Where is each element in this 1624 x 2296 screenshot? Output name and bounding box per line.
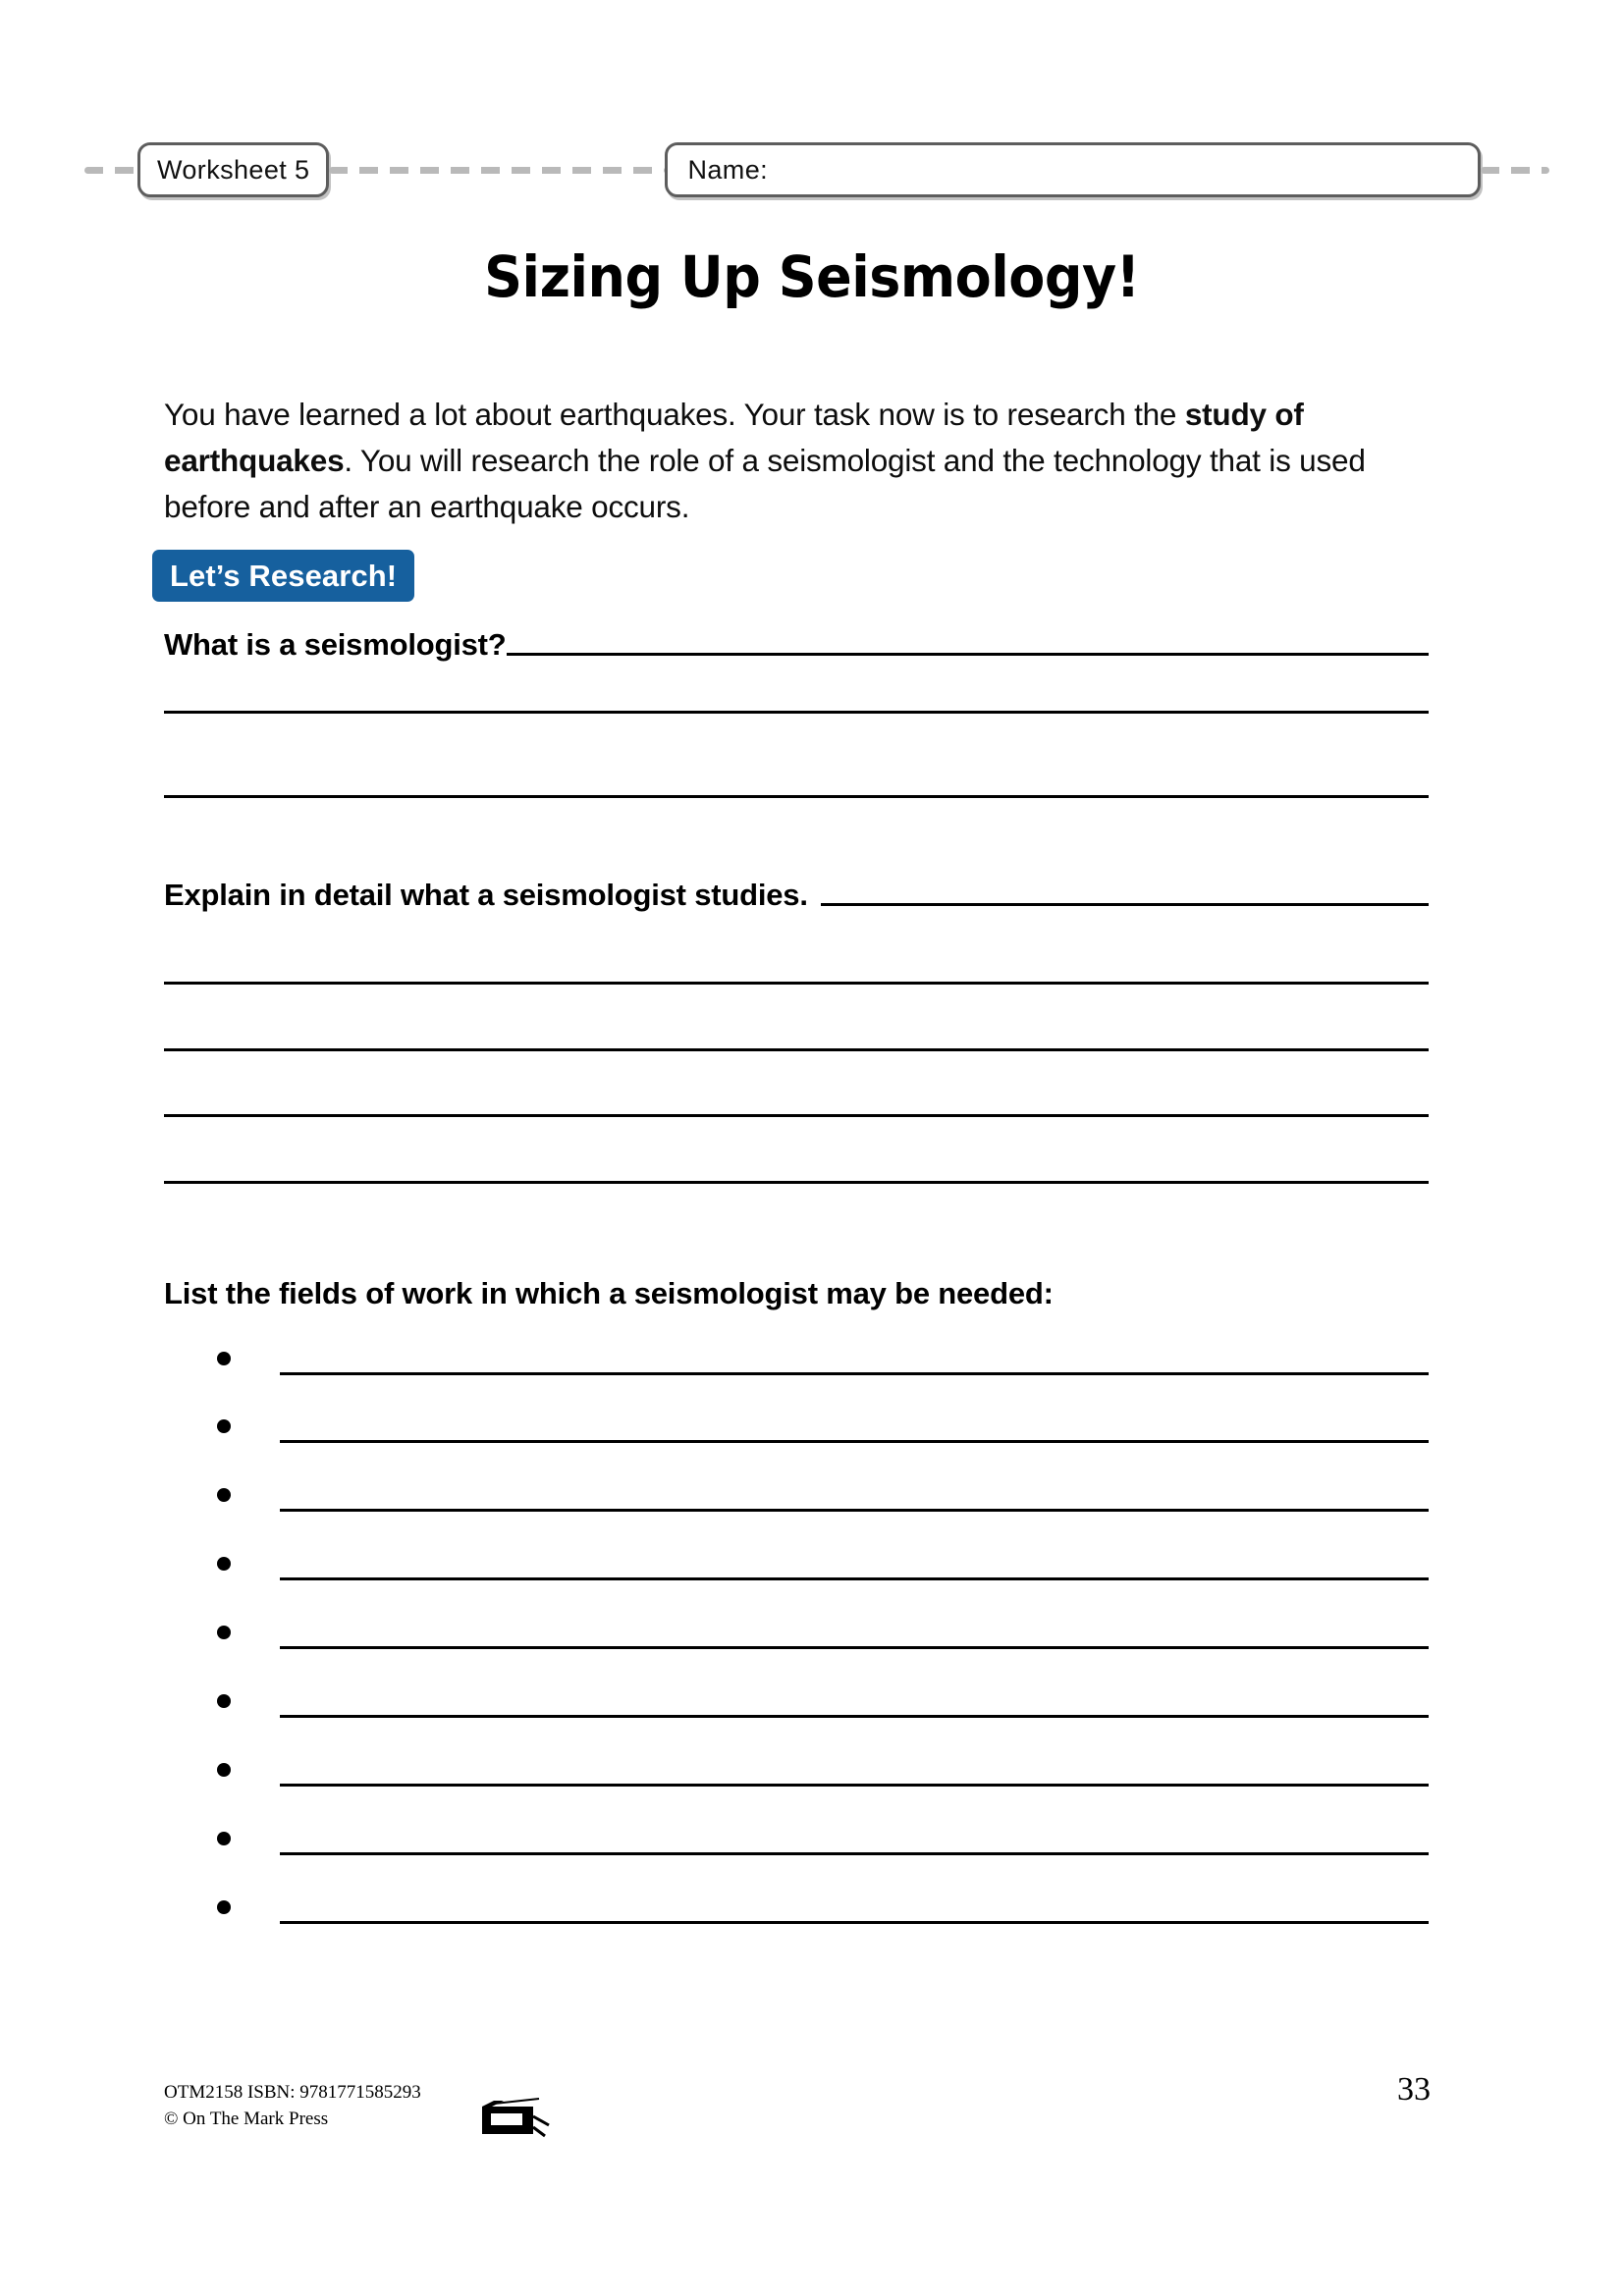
bullet-icon (217, 1626, 231, 1639)
page-title: Sizing Up Seismology! (484, 243, 1140, 310)
name-field-box[interactable] (665, 142, 1481, 197)
publisher-logo-icon (478, 2097, 555, 2140)
question-2-header (164, 879, 1429, 912)
question-2-inline-answer-rule[interactable] (821, 903, 1429, 906)
question-1-prompt: What is a seismologist? (164, 627, 507, 662)
question-2-prompt: Explain in detail what a seismologist studies. (164, 878, 808, 912)
list-item-rule[interactable] (280, 1921, 1429, 1924)
bullet-icon (217, 1488, 231, 1502)
header-dashes-middle (329, 167, 665, 174)
bullet-icon (217, 1694, 231, 1708)
bullet-icon (217, 1352, 231, 1365)
header-dashes-left (84, 167, 137, 174)
question-2-answer-rule-4[interactable] (164, 1181, 1429, 1184)
list-item-rule[interactable] (280, 1509, 1429, 1512)
intro-text-part2: . You will research the role of a seismologist and the technology that is used before and after an earthquake occurs. (164, 442, 1366, 524)
lets-research-badge (152, 550, 414, 602)
header-dashes-right (1481, 167, 1549, 174)
list-item-rule[interactable] (280, 1784, 1429, 1787)
worksheet-number-box (137, 142, 329, 197)
name-field-label: Name: (687, 154, 769, 185)
intro-paragraph (164, 392, 1426, 530)
list-section-prompt: List the fields of work in which a seismologist may be needed: (164, 1276, 1054, 1310)
footer-imprint (164, 2079, 421, 2132)
intro-text-bold: study of earthquakes (164, 396, 1304, 478)
footer-code-line: OTM2158 ISBN: 9781771585293 (164, 2082, 421, 2103)
footer-copyright-line: © On The Mark Press (164, 2109, 329, 2129)
question-2-answer-rule-2[interactable] (164, 1048, 1429, 1051)
question-2-answer-rule-1[interactable] (164, 982, 1429, 985)
list-item-rule[interactable] (280, 1646, 1429, 1649)
bullet-icon (217, 1763, 231, 1777)
lets-research-label: Let’s Research! (170, 558, 398, 593)
worksheet-header (84, 137, 1549, 202)
bullet-icon (217, 1832, 231, 1845)
list-item-rule[interactable] (280, 1372, 1429, 1375)
list-item-rule[interactable] (280, 1577, 1429, 1580)
question-1-inline-answer-rule[interactable] (507, 653, 1429, 656)
list-item-rule[interactable] (280, 1852, 1429, 1855)
intro-text-part1: You have learned a lot about earthquakes. Your task now is to research the (164, 396, 1185, 432)
question-1-answer-rule-2[interactable] (164, 795, 1429, 798)
list-item-rule[interactable] (280, 1440, 1429, 1443)
question-1-answer-rule-1[interactable] (164, 711, 1429, 714)
page-number: 33 (1397, 2071, 1431, 2108)
worksheet-number-label: Worksheet 5 (157, 154, 310, 185)
bullet-icon (217, 1557, 231, 1571)
question-1-header (164, 628, 1429, 662)
bullet-icon (217, 1419, 231, 1433)
question-2-answer-rule-3[interactable] (164, 1114, 1429, 1117)
list-item-rule[interactable] (280, 1715, 1429, 1718)
bullet-icon (217, 1900, 231, 1914)
